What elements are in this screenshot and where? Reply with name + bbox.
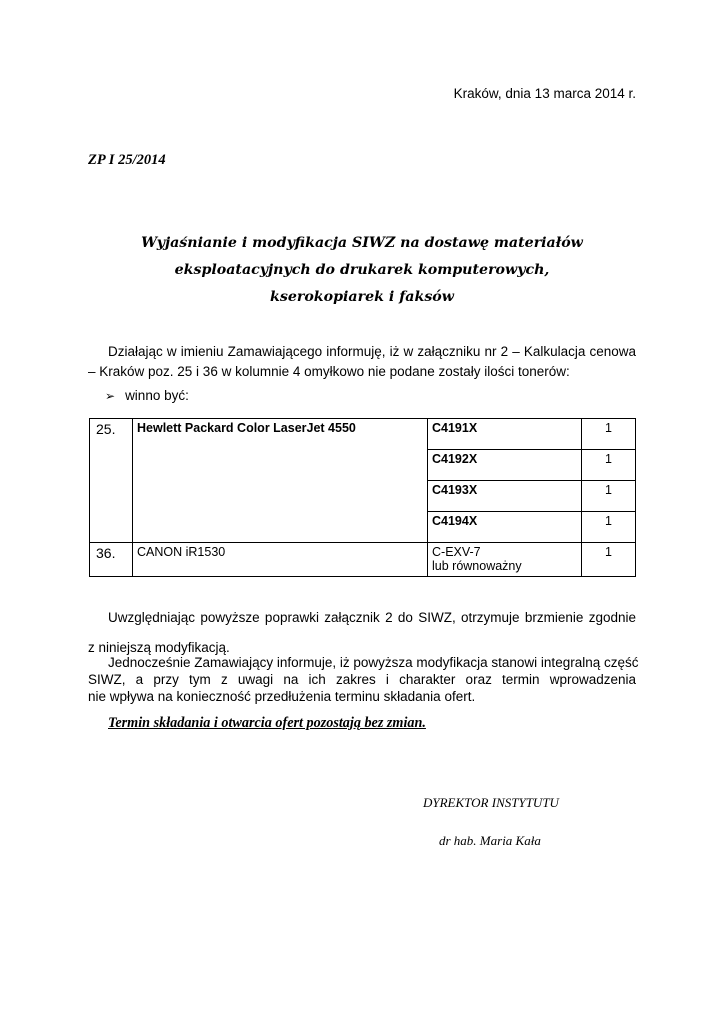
notice-line-2: SIWZ, a przy tym z uwagi na ich zakres i charakter oraz termin wprowadzenia	[88, 672, 636, 687]
amendment-line-2: z niniejszą modyfikacją.	[88, 640, 230, 655]
toner-code: C4194X	[428, 512, 582, 543]
document-title	[88, 230, 636, 311]
notice-paragraph	[88, 654, 639, 705]
device-name: Hewlett Packard Color LaserJet 4550	[133, 419, 428, 543]
row-number: 25.	[90, 419, 133, 543]
title-line-3: kserokopiarek i faksów	[270, 289, 454, 305]
row-number: 36.	[90, 543, 133, 577]
toner-quantity: 1	[582, 419, 636, 450]
toner-quantity: 1	[582, 481, 636, 512]
document-date: Kraków, dnia 13 marca 2014 r.	[453, 86, 636, 101]
toner-code	[428, 543, 582, 577]
toner-code-line-1: C-EXV-7	[432, 545, 481, 559]
toner-quantity: 1	[582, 512, 636, 543]
intro-line-2: – Kraków poz. 25 i 36 w kolumnie 4 omyłkowo nie podane zostały ilości tonerów:	[88, 364, 570, 379]
bullet-text: winno być:	[125, 388, 189, 403]
toner-quantity: 1	[582, 543, 636, 577]
title-line-2: eksploatacyjnych do drukarek komputerowych,	[174, 262, 550, 278]
table-row	[90, 419, 636, 450]
reference-number: ZP I 25/2014	[88, 152, 166, 168]
toner-code: C4191X	[428, 419, 582, 450]
title-line-1: Wyjaśnianie i modyfikacja SIWZ na dostawę materiałów	[141, 235, 583, 251]
table-row	[90, 543, 636, 577]
intro-line-1: Działając w imieniu Zamawiającego informuję, iż w załączniku nr 2 – Kalkulacja cenowa	[108, 344, 636, 359]
notice-line-3: nie wpływa na konieczność przedłużenia terminu składania ofert.	[88, 689, 476, 704]
toner-quantity: 1	[582, 450, 636, 481]
device-name: CANON iR1530	[133, 543, 428, 577]
signatory-name: dr hab. Maria Kała	[439, 833, 541, 848]
toner-code-line-2: lub równoważny	[432, 559, 522, 573]
correction-table	[89, 418, 636, 577]
amendment-line-1: Uwzględniając powyższe poprawki załącznik 2 do SIWZ, otrzymuje brzmienie zgodnie	[108, 610, 636, 625]
amendment-paragraph	[88, 608, 636, 658]
notice-line-1: Jednocześnie Zamawiający informuje, iż powyższa modyfikacja stanowi integralną część	[108, 655, 639, 670]
intro-paragraph	[88, 342, 636, 382]
toner-code: C4193X	[428, 481, 582, 512]
signatory-role: DYREKTOR INSTYTUTU	[423, 795, 559, 810]
deadline-statement: Termin składania i otwarcia ofert pozostają bez zmian.	[108, 715, 426, 731]
arrow-bullet-icon: ➢	[105, 389, 116, 403]
toner-code: C4192X	[428, 450, 582, 481]
bullet-item	[105, 388, 189, 403]
